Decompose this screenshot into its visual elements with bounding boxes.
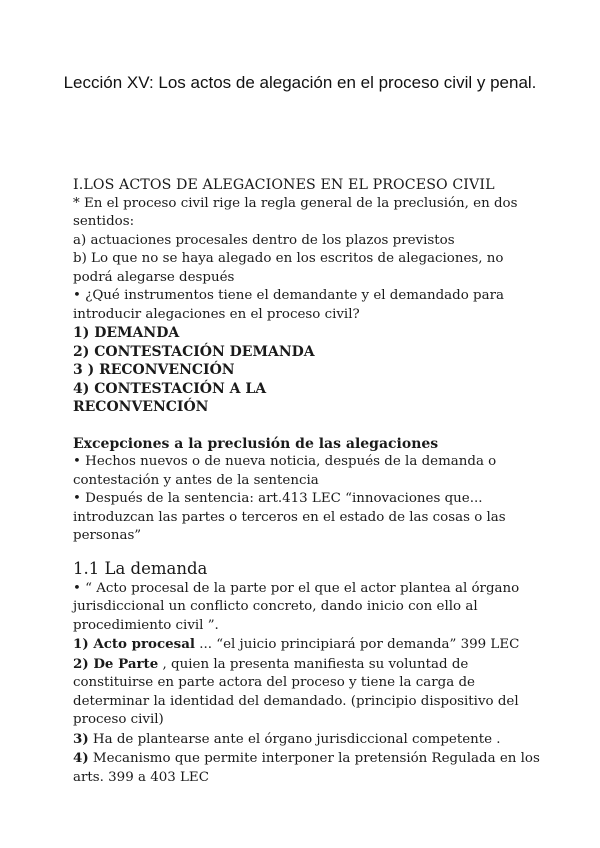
demanda-item-3 bbox=[73, 730, 543, 750]
paragraph-question: • ¿Qué instrumentos tiene el demandante y el demandado para introducir alegaciones en el proceso civil? bbox=[73, 288, 504, 322]
paragraph-point-b: b) Lo que no se haya alegado en los escritos de alegaciones, no podrá alegarse después bbox=[73, 251, 504, 285]
demanda-item-2-text: , quien la presenta manifiesta su voluntad de constituirse en parte actora del proceso y tiene la carga de determinar la identidad del demandado. (principio dispositivo del proceso civil) bbox=[73, 656, 519, 727]
paragraph-hechos-nuevos: • Hechos nuevos o de nueva noticia, después de la demanda o contestación y antes de la sentencia bbox=[73, 454, 497, 488]
demanda-item-2 bbox=[73, 655, 543, 730]
page-title: Lección XV: Los actos de alegación en el proceso civil y penal. bbox=[63, 73, 537, 92]
demanda-item-4 bbox=[73, 749, 543, 787]
demanda-item-3-text: Ha de plantearse ante el órgano jurisdiccional competente . bbox=[88, 731, 501, 747]
demanda-item-4-label: 4) bbox=[73, 750, 89, 766]
demanda-item-2-label: 2) De Parte bbox=[73, 655, 159, 672]
demanda-item-1-text: ... “el juicio principiará por demanda” 399 LEC bbox=[194, 637, 520, 652]
list-item-reconvencion: 3 ) RECONVENCIÓN bbox=[73, 362, 235, 378]
demanda-item-1 bbox=[73, 635, 543, 655]
section-heading-demanda: 1.1 La demanda bbox=[73, 558, 208, 578]
section-heading-excepciones: Excepciones a la preclusión de las alegaciones bbox=[73, 435, 439, 452]
demanda-item-3-label: 3) bbox=[73, 730, 89, 747]
list-item-demanda: 1) DEMANDA bbox=[73, 325, 180, 341]
list-item-contestacion: 2) CONTESTACIÓN DEMANDA bbox=[73, 343, 315, 360]
paragraph-preclusion: * En el proceso civil rige la regla general de la preclusión, en dos sentidos: bbox=[73, 195, 518, 229]
paragraph-point-a: a) actuaciones procesales dentro de los plazos previstos bbox=[73, 232, 455, 248]
spacer bbox=[73, 417, 543, 435]
document-body bbox=[73, 176, 543, 787]
list-item-contestacion-reconvencion: 4) CONTESTACIÓN A LA RECONVENCIÓN bbox=[73, 380, 267, 415]
section-heading-actos: I.LOS ACTOS DE ALEGACIONES EN EL PROCESO CIVIL bbox=[73, 177, 495, 193]
demanda-item-4-text: Mecanismo que permite interponer la pretensión Regulada en los arts. 399 a 403 LEC bbox=[73, 751, 540, 785]
demanda-item-1-label: 1) Acto procesal bbox=[73, 636, 195, 652]
paragraph-despues-sentencia: • Después de la sentencia: art.413 LEC “innovaciones que... introduzcan las partes o terceros en el estado de las cosas o las personas” bbox=[73, 491, 506, 543]
paragraph-definicion-demanda: • “ Acto procesal de la parte por el que el actor plantea al órgano jurisdiccional un conflicto concreto, dando inicio con ello al procedimiento civil ”. bbox=[73, 580, 520, 633]
